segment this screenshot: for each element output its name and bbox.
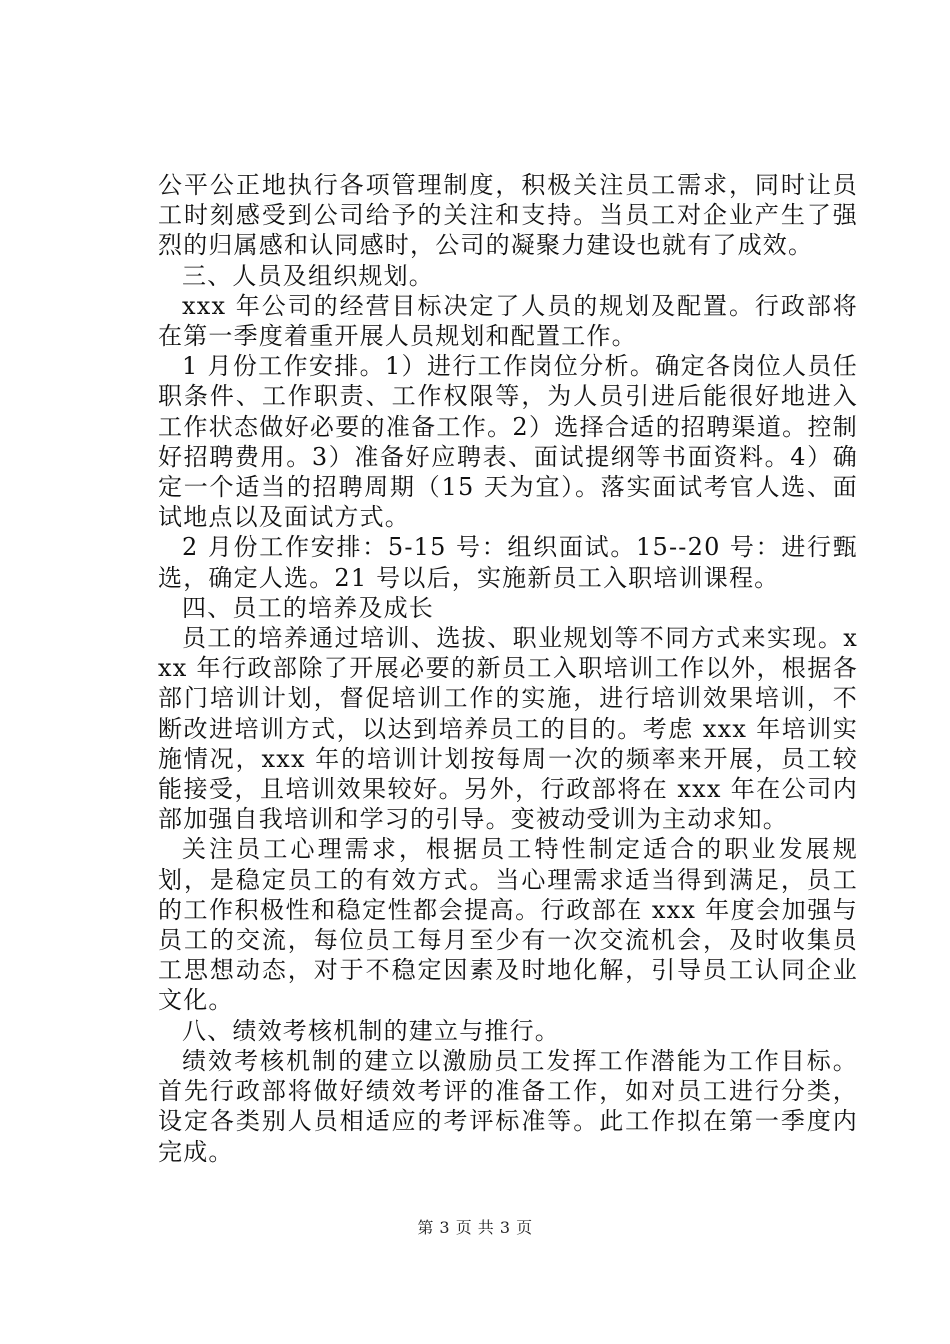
paragraph-personnel-goal: xxx 年公司的经营目标决定了人员的规划及配置。行政部将在第一季度着重开展人员规划和配置工作。: [158, 291, 858, 351]
paragraph-continuation: 公平公正地执行各项管理制度，积极关注员工需求，同时让员工时刻感受到公司给予的关注和支持。当员工对企业产生了强烈的归属感和认同感时，公司的凝聚力建设也就有了成效。: [158, 171, 858, 260]
section-heading-personnel-planning: 三、人员及组织规划。: [182, 261, 434, 290]
page-footer: 第 3 页 共 3 页: [417, 1218, 533, 1237]
paragraph-performance-review: 绩效考核机制的建立以激励员工发挥工作潜能为工作目标。首先行政部将做好绩效考评的准备工作，如对员工进行分类，设定各类别人员相适应的考评标准等。此工作拟在第一季度内完成。: [158, 1046, 858, 1166]
paragraph-training: 员工的培养通过培训、选拔、职业规划等不同方式来实现。xxx 年行政部除了开展必要的新员工入职培训工作以外，根据各部门培训计划，督促培训工作的实施，进行培训效果培训，不断改进培训方式，以达到培养员工的目的。考虑 xxx 年培训实施情况，xxx 年的培训计划按每周一次的频率来开展，员工较能接受，且培训效果较好。另外，行政部将在 xxx 年在公司内部加强自我培训和学习的引导。变被动受训为主动求知。: [158, 624, 858, 834]
section-heading-employee-development: 四、员工的培养及成长: [182, 593, 434, 622]
document-body: [158, 170, 858, 1167]
paragraph-psychological-needs: 关注员工心理需求，根据员工特性制定适合的职业发展规划，是稳定员工的有效方式。当心理需求适当得到满足，员工的工作积极性和稳定性都会提高。行政部在 xxx 年度会加强与员工的交流，每位员工每月至少有一次交流机会，及时收集员工思想动态，对于不稳定因素及时地化解，引导员工认同企业文化。: [158, 835, 858, 1015]
paragraph-january-plan: 1 月份工作安排。1）进行工作岗位分析。确定各岗位人员任职条件、工作职责、工作权限等，为人员引进后能很好地进入工作状态做好必要的准备工作。2）选择合适的招聘渠道。控制好招聘费用。3）准备好应聘表、面试提纲等书面资料。4）确定一个适当的招聘周期（15 天为宜）。落实面试考官人选、面试地点以及面试方式。: [158, 352, 858, 532]
section-heading-performance-review: 八、绩效考核机制的建立与推行。: [182, 1016, 560, 1045]
paragraph-february-plan: 2 月份工作安排：5-15 号：组织面试。15--20 号：进行甄选，确定人选。21 号以后，实施新员工入职培训课程。: [158, 533, 858, 592]
